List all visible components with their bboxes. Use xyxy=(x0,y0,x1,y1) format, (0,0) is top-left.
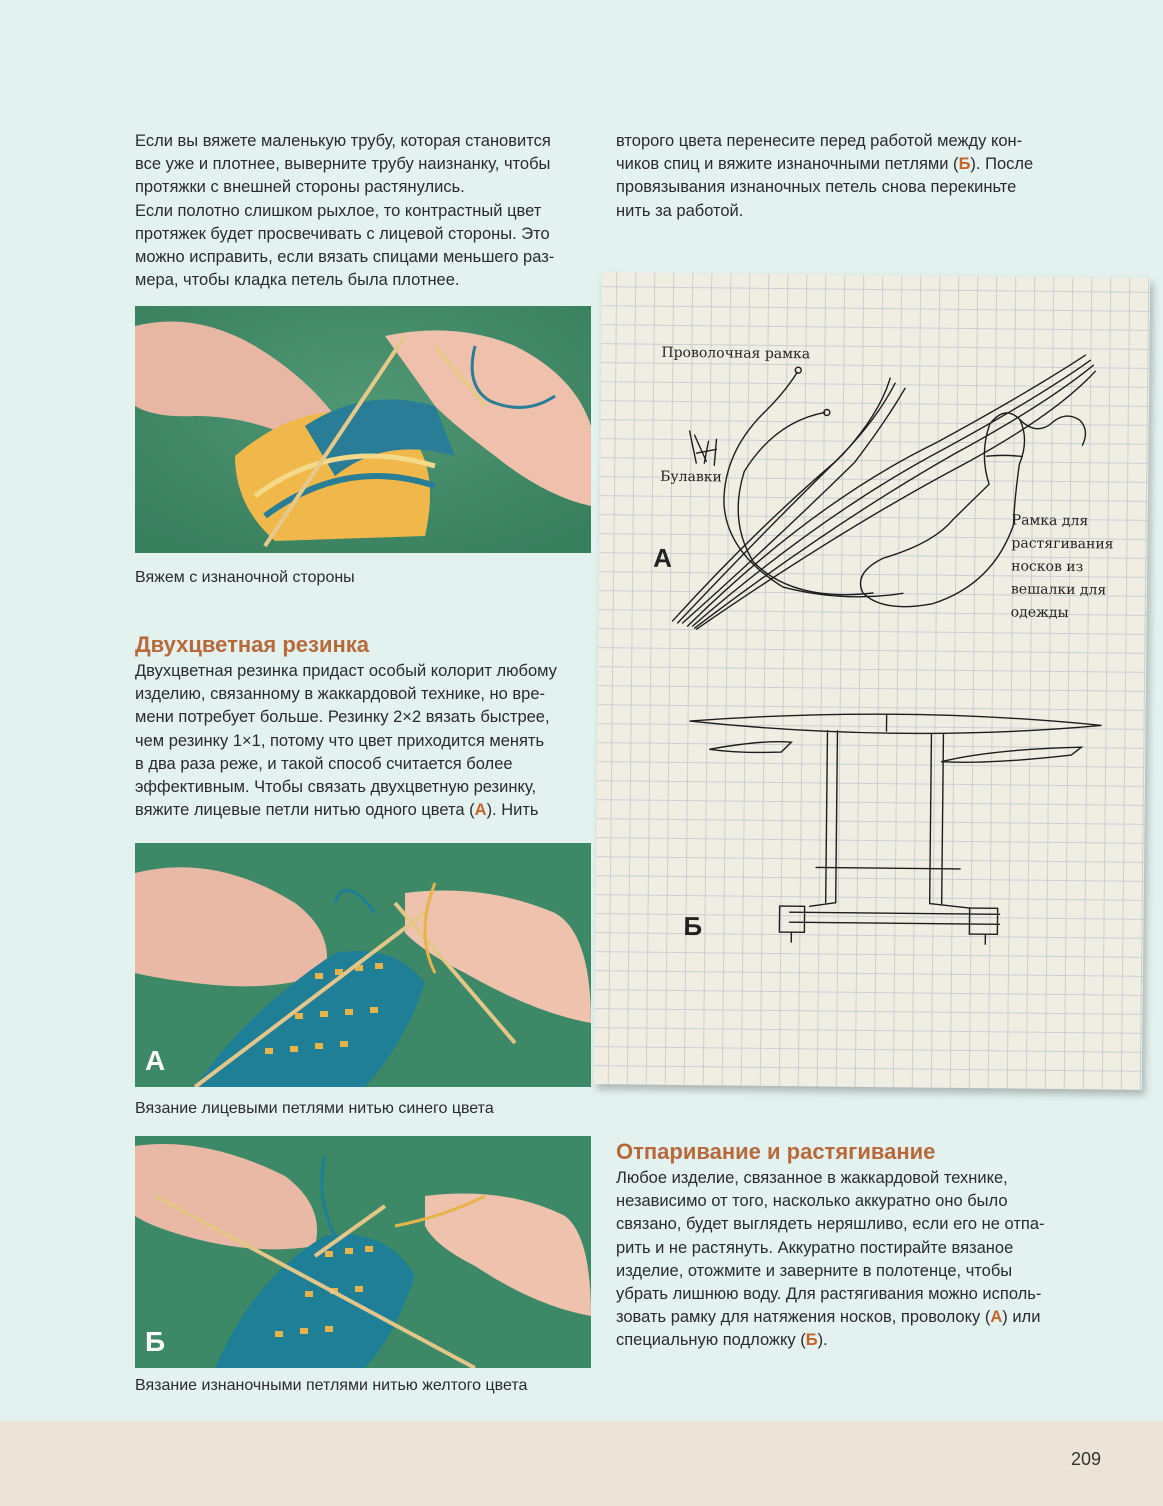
figure-ref-a: А xyxy=(474,801,487,820)
diagram-letter-a: А xyxy=(653,542,673,573)
photo-label-a: А xyxy=(145,1045,166,1076)
text-fragment: ). xyxy=(817,1331,828,1350)
figure-ref-b: Б xyxy=(805,1331,818,1350)
text-line: в два раза реже, и такой способ считается более xyxy=(135,754,513,773)
text-fragment: ). После xyxy=(970,155,1034,174)
page-number: 209 xyxy=(1070,1449,1101,1469)
figure-ref-b: Б xyxy=(958,155,971,174)
two-color-rib-paragraph xyxy=(135,660,591,822)
steaming-blocking-paragraph xyxy=(616,1167,1072,1353)
text-line: мени потребует больше. Резинку 2×2 вязать быстрее, xyxy=(135,708,550,727)
label-pins: Булавки xyxy=(660,468,722,486)
section-heading-steaming-blocking: Отпаривание и растягивание xyxy=(616,1139,936,1164)
text-fragment: зовать рамку для натяжения носков, проволоку ( xyxy=(616,1308,991,1327)
text-line: можно исправить, если вязать спицами меньшего раз- xyxy=(135,248,555,267)
photo-purl-stitches-yellow xyxy=(135,1136,591,1368)
text-line: Если вы вяжете маленькую трубу, которая становится xyxy=(135,132,551,150)
text-line: изделие, отожмите и заверните в полотенце, чтобы xyxy=(616,1261,1013,1280)
text-fragment: вяжите лицевые петли нитью одного цвета ( xyxy=(135,801,475,820)
label-wire-frame: Проволочная рамка xyxy=(661,344,811,363)
diagram-content xyxy=(628,301,1120,1062)
text-fragment: специальную подложку ( xyxy=(616,1331,806,1350)
text-line: эффективным. Чтобы связать двухцветную резинку, xyxy=(135,778,537,797)
photo-knit-stitches-blue xyxy=(135,843,591,1087)
figure-ref-a: А xyxy=(990,1308,1003,1327)
text-fragment: ). Нить xyxy=(486,801,539,820)
text-line: протяжки с внешней стороны растянулись. xyxy=(135,178,465,197)
photo-label-b: Б xyxy=(145,1326,166,1357)
page-footer xyxy=(0,1421,1163,1506)
text-line xyxy=(616,1329,1072,1352)
label-sock-frame: Рамка для растягивания носков из вешалки для одежды xyxy=(1010,512,1114,622)
text-line: независимо от того, насколько аккуратно оно было xyxy=(616,1192,1008,1211)
text-fragment: чиков спиц и вяжите изнаночными петлями ( xyxy=(616,155,959,174)
intro-paragraph xyxy=(135,130,591,292)
text-line: все уже и плотнее, выверните трубу наизнанку, чтобы xyxy=(135,155,551,174)
continuation-paragraph xyxy=(616,130,1072,223)
text-line: рить и не растянуть. Аккуратно постирайте вязаное xyxy=(616,1238,1014,1257)
text-line: провязывания изнаночных петель снова перекиньте xyxy=(616,178,1017,197)
photo-caption: Вяжем с изнаночной стороны xyxy=(135,569,355,586)
text-line: Если полотно слишком рыхлое, то контрастный цвет xyxy=(135,201,542,220)
text-line: Двухцветная резинка придаст особый колорит любому xyxy=(135,662,557,680)
section-heading-two-color-rib: Двухцветная резинка xyxy=(135,632,370,657)
text-line: убрать лишнюю воду. Для растягивания можно исполь- xyxy=(616,1285,1042,1304)
diagram-drawing xyxy=(628,301,1120,1062)
blocking-tools-diagram xyxy=(594,272,1150,1090)
text-line: протяжек будет просвечивать с лицевой стороны. Это xyxy=(135,224,550,243)
photo-caption: Вязание лицевыми петлями нитью синего цвета xyxy=(135,1100,494,1117)
text-line: изделию, связанному в жаккардовой технике, но вре- xyxy=(135,685,546,704)
text-fragment: ) или xyxy=(1002,1308,1041,1327)
text-line xyxy=(135,799,591,822)
text-line: второго цвета перенесите перед работой между кон- xyxy=(616,132,1023,150)
text-line: нить за работой. xyxy=(616,201,744,220)
text-line xyxy=(616,1306,1072,1329)
diagram-letter-b: Б xyxy=(683,911,703,942)
text-line: чем резинку 1×1, потому что цвет приходится менять xyxy=(135,731,545,750)
text-line: Любое изделие, связанное в жаккардовой технике, xyxy=(616,1169,1008,1187)
photo-caption: Вязание изнаночными петлями нитью желтого цвета xyxy=(135,1377,528,1394)
text-line xyxy=(616,153,1072,176)
photo-knitting-wrong-side xyxy=(135,306,591,553)
text-line: мера, чтобы кладка петель была плотнее. xyxy=(135,271,460,290)
text-line: связано, будет выглядеть неряшливо, если его не отпа- xyxy=(616,1215,1045,1234)
